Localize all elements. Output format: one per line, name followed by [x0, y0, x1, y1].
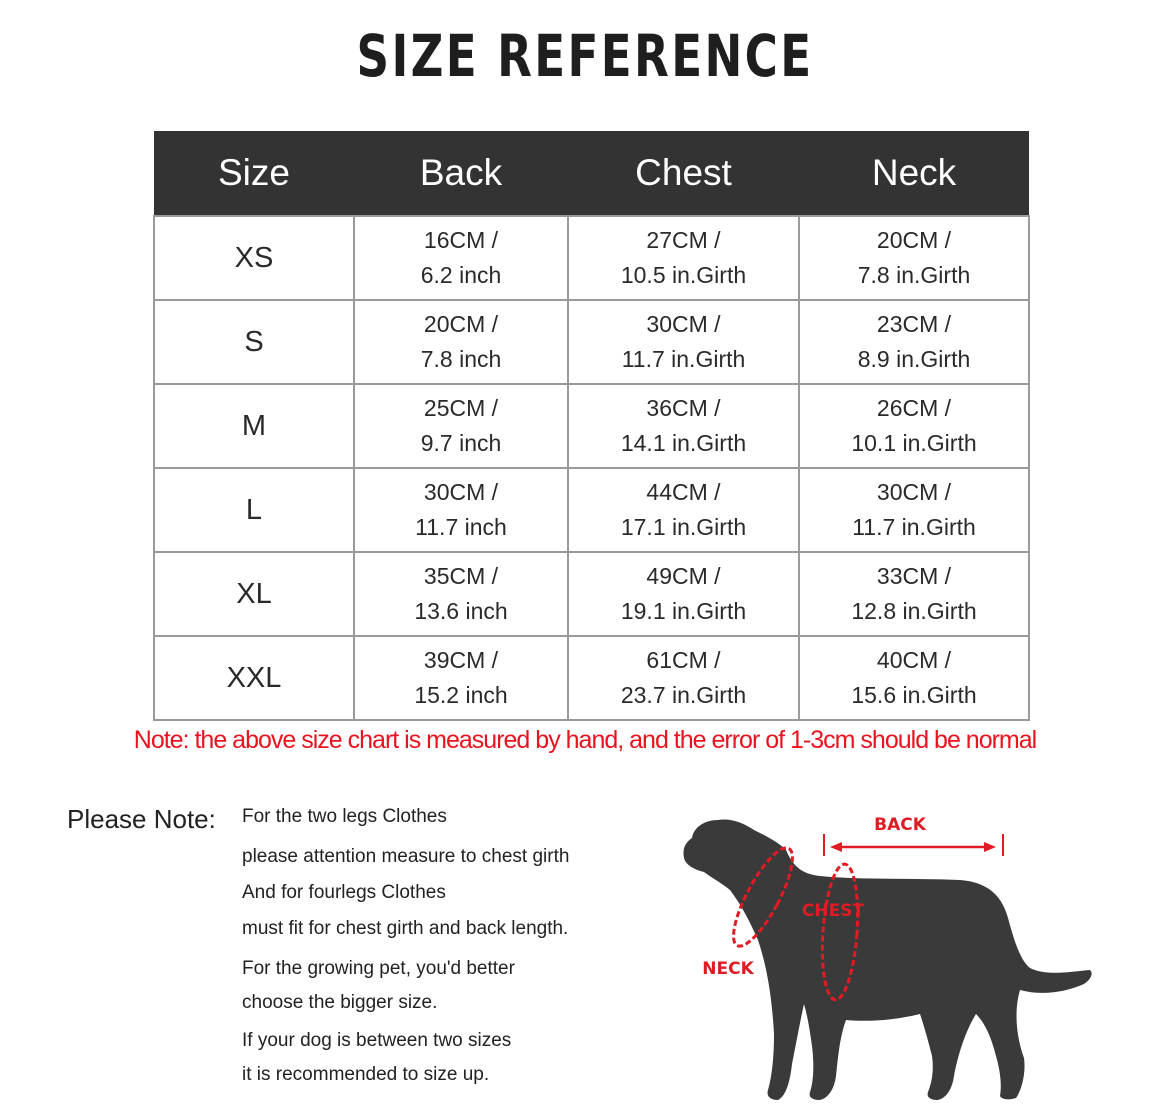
- neck-cm: 33CM /: [876, 563, 952, 589]
- note-line: must fit for chest girth and back length.: [242, 918, 569, 939]
- header-chest: Chest: [568, 131, 799, 216]
- back-inch: 6.2 inch: [420, 262, 502, 288]
- back-cm: 30CM /: [423, 479, 499, 505]
- back-inch: 7.8 inch: [420, 346, 502, 372]
- back-inch: 13.6 inch: [414, 598, 508, 624]
- neck-cell: [799, 384, 1029, 468]
- header-neck: Neck: [799, 131, 1029, 216]
- back-cm: 35CM /: [423, 563, 499, 589]
- note-line: And for fourlegs Clothes: [242, 882, 446, 903]
- table-row: [154, 384, 1029, 468]
- neck-inch: 8.9 in.Girth: [857, 346, 971, 372]
- size-table: [153, 131, 1030, 721]
- chest-cm: 30CM /: [646, 311, 721, 337]
- table-row: [154, 216, 1029, 300]
- back-arrow-left-icon: [830, 842, 842, 852]
- neck-label: NECK: [702, 959, 754, 979]
- back-inch: 11.7 inch: [415, 514, 507, 540]
- neck-cm: 30CM /: [876, 479, 952, 505]
- note-line: please attention measure to chest girth: [242, 846, 570, 867]
- note-line: it is recommended to size up.: [242, 1064, 490, 1085]
- back-cm: 39CM /: [423, 647, 499, 673]
- back-inch: 9.7 inch: [420, 430, 502, 456]
- chest-inch: 10.5 in.Girth: [620, 262, 747, 288]
- back-cm: 25CM /: [423, 395, 499, 421]
- note-line: For the two legs Clothes: [242, 806, 447, 827]
- chest-inch: 19.1 in.Girth: [620, 598, 747, 624]
- back-cm: 20CM /: [423, 311, 499, 337]
- chest-inch: 11.7 in.Girth: [621, 346, 746, 372]
- chest-cm: 27CM /: [646, 227, 721, 253]
- chest-cell: [568, 216, 799, 300]
- back-arrow-right-icon: [984, 842, 996, 852]
- chest-inch: 14.1 in.Girth: [620, 430, 747, 456]
- chest-cell: [568, 384, 799, 468]
- chest-cm: 44CM /: [646, 479, 721, 505]
- neck-cell: [799, 216, 1029, 300]
- chest-cell: [568, 300, 799, 384]
- chest-inch: 23.7 in.Girth: [620, 682, 747, 708]
- size-cell: L: [154, 468, 354, 552]
- chest-cm: 61CM /: [646, 647, 721, 673]
- chest-cell: [568, 636, 799, 720]
- chest-cell: [568, 468, 799, 552]
- table-row: [154, 468, 1029, 552]
- neck-cell: [799, 300, 1029, 384]
- back-cell: [354, 636, 568, 720]
- page-title: SIZE REFERENCE: [356, 22, 814, 90]
- neck-cm: 20CM /: [876, 227, 952, 253]
- back-cm: 16CM /: [423, 227, 499, 253]
- back-cell: [354, 552, 568, 636]
- note-line: For the growing pet, you'd better: [242, 958, 515, 979]
- please-note-label: Please Note:: [67, 804, 216, 834]
- back-cell: [354, 468, 568, 552]
- table-row: [154, 552, 1029, 636]
- chest-cell: [568, 552, 799, 636]
- neck-inch: 15.6 in.Girth: [851, 682, 977, 708]
- neck-inch: 10.1 in.Girth: [851, 430, 977, 456]
- neck-cm: 23CM /: [876, 311, 952, 337]
- note-line: choose the bigger size.: [242, 992, 438, 1013]
- size-cell: XXL: [154, 636, 354, 720]
- chest-cm: 49CM /: [646, 563, 721, 589]
- size-cell: XL: [154, 552, 354, 636]
- neck-inch: 12.8 in.Girth: [851, 598, 977, 624]
- neck-inch: 7.8 in.Girth: [857, 262, 971, 288]
- back-cell: [354, 216, 568, 300]
- neck-cm: 26CM /: [876, 395, 952, 421]
- table-header-row: [154, 131, 1029, 216]
- neck-cell: [799, 552, 1029, 636]
- back-label: BACK: [874, 815, 926, 835]
- neck-cell: [799, 468, 1029, 552]
- chest-cm: 36CM /: [646, 395, 721, 421]
- neck-cell: [799, 636, 1029, 720]
- size-cell: S: [154, 300, 354, 384]
- note-line: If your dog is between two sizes: [242, 1030, 512, 1051]
- chest-label: CHEST: [801, 901, 865, 921]
- dog-measurement-figure: [670, 800, 1110, 1105]
- back-cell: [354, 384, 568, 468]
- back-cell: [354, 300, 568, 384]
- chest-inch: 17.1 in.Girth: [620, 514, 747, 540]
- table-row: [154, 636, 1029, 720]
- size-cell: XS: [154, 216, 354, 300]
- size-cell: M: [154, 384, 354, 468]
- header-size: Size: [154, 131, 354, 216]
- measurement-error-note: Note: the above size chart is measured by hand, and the error of 1-3cm should be normal: [133, 726, 1037, 754]
- header-back: Back: [354, 131, 568, 216]
- neck-cm: 40CM /: [876, 647, 952, 673]
- neck-inch: 11.7 in.Girth: [852, 514, 976, 540]
- back-inch: 15.2 inch: [414, 682, 508, 708]
- table-row: [154, 300, 1029, 384]
